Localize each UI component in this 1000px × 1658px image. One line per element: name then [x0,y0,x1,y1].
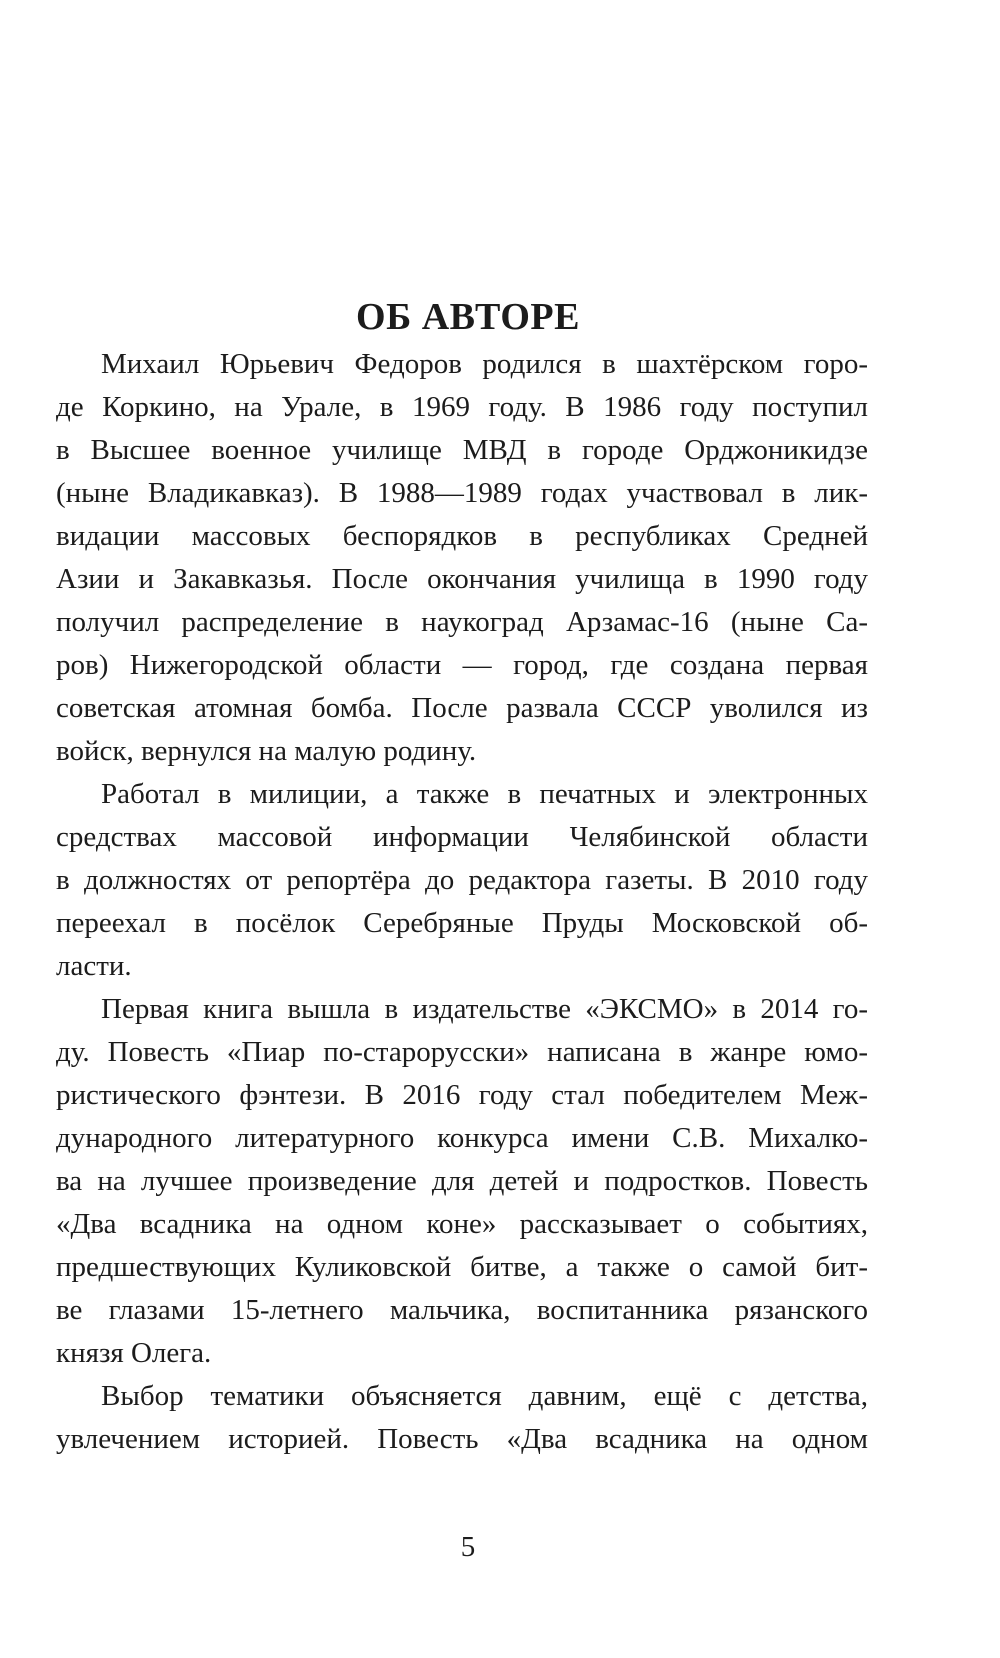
text-line: ристического фэнтези. В 2016 году стал победителем Меж- [56,1079,868,1111]
text-line: советская атомная бомба. После развала СССР уволился из [56,692,868,724]
text-line: Азии и Закавказья. После окончания училища в 1990 году [56,563,868,595]
text-line: в должностях от репортёра до редактора газеты. В 2010 году [56,864,868,896]
text-line: переехал в посёлок Серебряные Пруды Московской об- [56,907,868,939]
text-line: де Коркино, на Урале, в 1969 году. В 1986 году поступил [56,391,868,423]
text-line: средствах массовой информации Челябинской области [56,821,868,853]
text-line: ва на лучшее произведение для детей и подростков. Повесть [56,1165,868,1197]
text-line: ров) Нижегородской области — город, где создана первая [56,649,868,681]
text-line: князя Олега. [56,1337,212,1369]
text-line: увлечением историей. Повесть «Два всадника на одном [56,1423,868,1455]
text-line: дународного литературного конкурса имени С.В. Михалко- [56,1122,868,1154]
page-number: 5 [460,1531,476,1563]
text-line: «Два всадника на одном коне» рассказывает о событиях, [56,1208,868,1240]
text-line: войск, вернулся на малую родину. [56,735,477,767]
text-line: Михаил Юрьевич Федоров родился в шахтёрском горо- [101,348,868,380]
text-line: Первая книга вышла в издательстве «ЭКСМО» в 2014 го- [101,993,868,1025]
text-line: ве глазами 15-летнего мальчика, воспитанника рязанского [56,1294,868,1326]
text-line: (ныне Владикавказ). В 1988—1989 годах участвовал в лик- [56,477,868,509]
text-line: ду. Повесть «Пиар по-старорусски» написана в жанре юмо- [56,1036,868,1068]
page-title: ОБ АВТОРЕ [356,296,580,338]
text-line: получил распределение в наукоград Арзамас-16 (ныне Са- [56,606,868,638]
text-line: в Высшее военное училище МВД в городе Орджоникидзе [56,434,868,466]
text-line: ласти. [56,950,132,982]
text-line: Выбор тематики объясняется давним, ещё с детства, [101,1380,868,1412]
text-line: видации массовых беспорядков в республиках Средней [56,520,868,552]
text-line: Работал в милиции, а также в печатных и электронных [101,778,868,810]
text-line: предшествующих Куликовской битве, а также о самой бит- [56,1251,868,1283]
